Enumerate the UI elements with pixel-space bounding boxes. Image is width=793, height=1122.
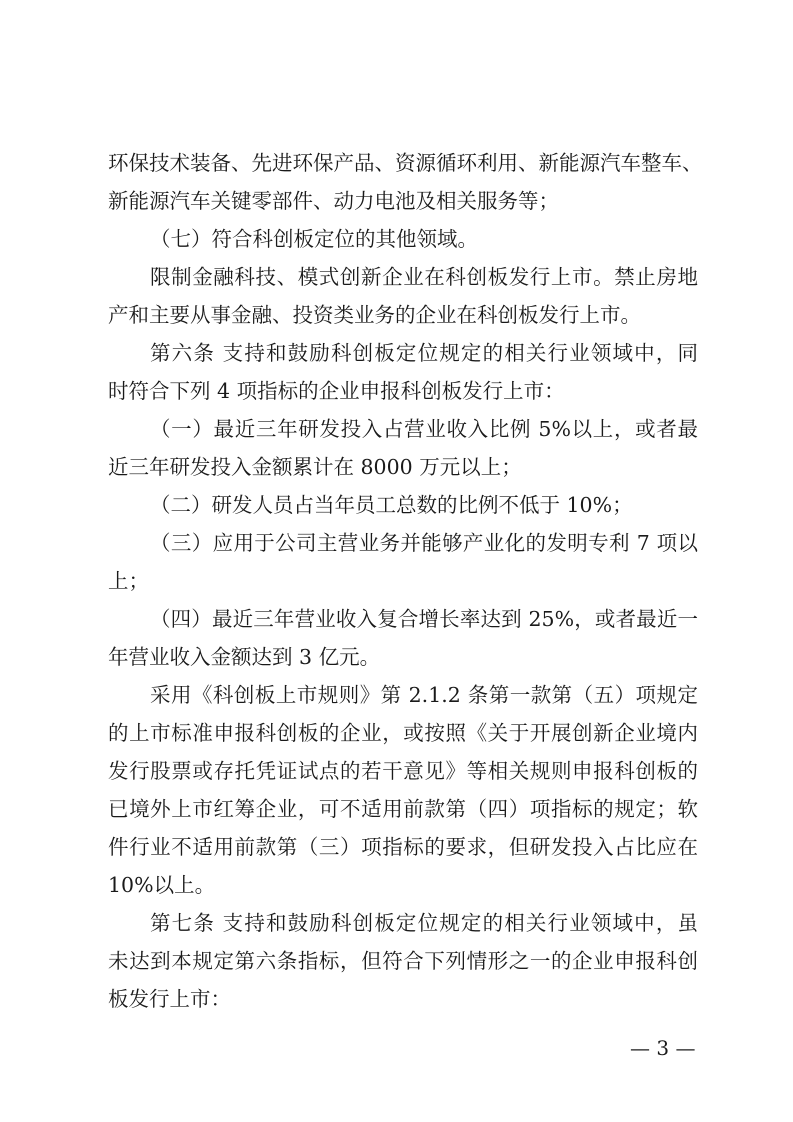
text-line: （三）应用于公司主营业务并能够产业化的发明专利 7 项以 — [150, 531, 698, 555]
text-line: 10%以上。 — [108, 873, 216, 897]
text-line: 的上市标准申报科创板的企业，或按照《关于开展创新企业境内 — [108, 721, 698, 745]
text-line: 时符合下列 4 项指标的企业申报科创板发行上市： — [108, 379, 565, 403]
text-line: （二）研发人员占当年员工总数的比例不低于 10%； — [150, 493, 633, 517]
text-line: 年营业收入金额达到 3 亿元。 — [108, 645, 381, 669]
text-line: 环保技术装备、先进环保产品、资源循环利用、新能源汽车整车、 — [108, 151, 703, 175]
text-line: （四）最近三年营业收入复合增长率达到 25%，或者最近一 — [150, 607, 698, 631]
text-line: 新能源汽车关键零部件、动力电池及相关服务等； — [108, 189, 559, 213]
text-line: 近三年研发投入金额累计在 8000 万元以上； — [108, 455, 522, 479]
text-line: （一）最近三年研发投入占营业收入比例 5%以上，或者最 — [150, 417, 698, 441]
text-line: 产和主要从事金融、投资类业务的企业在科创板发行上市。 — [108, 303, 641, 327]
text-line: 限制金融科技、模式创新企业在科创板发行上市。禁止房地 — [150, 265, 698, 289]
text-line: 发行股票或存托凭证试点的若干意见》等相关规则申报科创板的 — [108, 759, 698, 783]
text-line: 采用《科创板上市规则》第 2.1.2 条第一款第（五）项规定 — [150, 683, 698, 707]
text-line: 第六条 支持和鼓励科创板定位规定的相关行业领域中，同 — [150, 341, 698, 365]
text-line: 上； — [108, 569, 149, 593]
text-line: 板发行上市： — [108, 987, 231, 1011]
text-line: 第七条 支持和鼓励科创板定位规定的相关行业领域中，虽 — [150, 911, 698, 935]
page-number: — 3 — — [630, 1036, 696, 1060]
text-line: 已境外上市红筹企业，可不适用前款第（四）项指标的规定；软 — [108, 797, 698, 821]
text-line: 件行业不适用前款第（三）项指标的要求，但研发投入占比应在 — [108, 835, 698, 859]
text-line: （七）符合科创板定位的其他领域。 — [150, 227, 478, 251]
text-line: 未达到本规定第六条指标，但符合下列情形之一的企业申报科创 — [108, 949, 698, 973]
